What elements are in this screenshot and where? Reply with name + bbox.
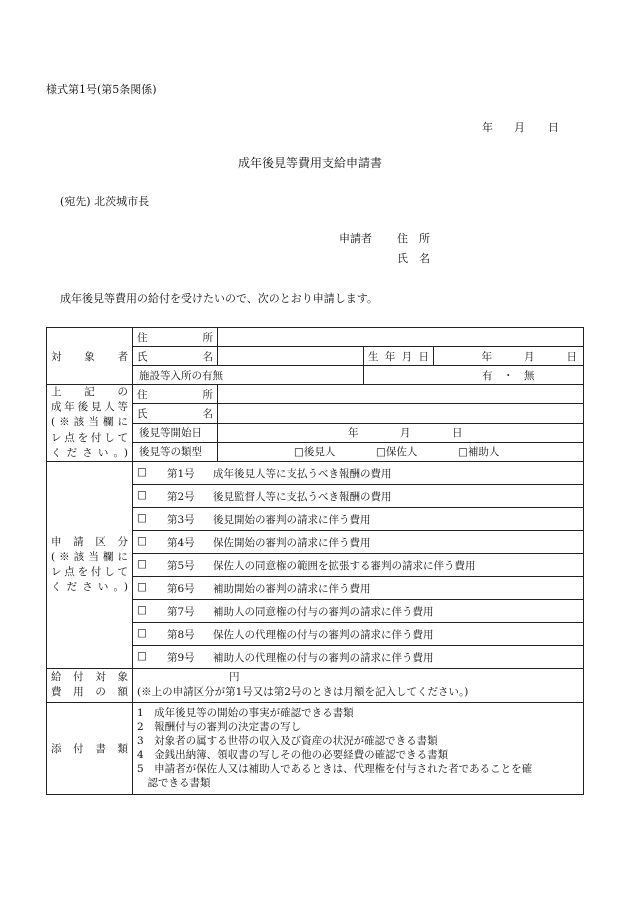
type-option-curator[interactable]: □保佐人 bbox=[376, 446, 418, 459]
addressee: (宛先) 北茨城市長 bbox=[60, 195, 150, 208]
category-number: 第4号 bbox=[167, 536, 195, 549]
facility-label: 施設等入所の有無 bbox=[133, 366, 364, 385]
category-label-line: (※該当欄に bbox=[51, 550, 128, 563]
amount-note: (※上の申請区分が第1号又は第2号のときは月額を記入してください。) bbox=[137, 686, 469, 699]
category-label-line: ください。) bbox=[51, 581, 128, 594]
dob-day-unit: 日 bbox=[566, 350, 577, 363]
category-row-3[interactable] bbox=[133, 508, 584, 531]
checkbox-icon[interactable]: □ bbox=[137, 511, 147, 524]
start-date-label: 後見等開始日 bbox=[133, 423, 218, 442]
subject-address-label: 住 所 bbox=[133, 328, 218, 347]
subject-dob-label: 生年月日 bbox=[364, 347, 434, 366]
category-row-9[interactable] bbox=[133, 646, 584, 669]
date-month-label: 月 bbox=[514, 121, 525, 134]
checkbox-icon[interactable]: □ bbox=[137, 557, 147, 570]
attachments-list bbox=[133, 702, 584, 794]
attachment-item: 3 対象者の属する世帯の収入及び資産の状況が確認できる書類 bbox=[137, 734, 438, 747]
checkbox-icon[interactable]: □ bbox=[137, 649, 147, 662]
category-row-5[interactable] bbox=[133, 554, 584, 577]
category-row-4[interactable] bbox=[133, 531, 584, 554]
guardian-address-field[interactable] bbox=[218, 385, 584, 404]
category-text: 保佐人の同意権の範囲を拡張する審判の請求に伴う費用 bbox=[213, 559, 476, 572]
guardian-name-label: 氏 名 bbox=[133, 404, 218, 423]
attachment-item: 5 申請者が保佐人又は補助人であるときは、代理権を付与された者であることを確 bbox=[137, 763, 533, 776]
subject-name-field[interactable] bbox=[218, 347, 364, 366]
category-text: 補助開始の審判の請求に伴う費用 bbox=[213, 582, 371, 595]
checkbox-icon[interactable]: □ bbox=[137, 580, 147, 593]
applicant-label: 申請者 bbox=[339, 232, 372, 245]
type-option-guardian[interactable]: □後見人 bbox=[294, 446, 336, 459]
start-year-unit: 年 bbox=[348, 427, 359, 440]
attachment-item: 2 報酬付与の審判の決定書の写し bbox=[137, 720, 302, 733]
amount-unit: 円 bbox=[229, 671, 240, 684]
checkbox-icon[interactable]: □ bbox=[137, 534, 147, 547]
amount-label bbox=[47, 669, 133, 702]
category-number: 第1号 bbox=[167, 467, 195, 480]
category-section-label bbox=[47, 462, 133, 669]
category-number: 第7号 bbox=[167, 605, 195, 618]
applicant-address-label: 住 所 bbox=[397, 232, 430, 245]
dob-month-unit: 月 bbox=[524, 350, 535, 363]
subject-section-label: 対 象 者 bbox=[47, 328, 133, 385]
document-title: 成年後見等費用支給申請書 bbox=[238, 156, 383, 170]
form-number: 様式第1号(第5条関係) bbox=[46, 83, 157, 96]
checkbox-icon[interactable]: □ bbox=[137, 465, 147, 478]
category-number: 第8号 bbox=[167, 628, 195, 641]
category-row-1[interactable] bbox=[133, 462, 584, 485]
start-day-unit: 日 bbox=[452, 427, 463, 440]
guardian-type-label: 後見等の類型 bbox=[133, 442, 218, 461]
date-day-label: 日 bbox=[548, 121, 559, 134]
category-label-line: 申請区分 bbox=[51, 535, 128, 548]
guardian-type-field bbox=[218, 442, 584, 461]
guardian-label-line: 成年後見人等 bbox=[51, 401, 128, 414]
category-text: 後見開始の審判の請求に伴う費用 bbox=[213, 513, 371, 526]
category-text: 補助人の同意権の付与の審判の請求に伴う費用 bbox=[213, 605, 434, 618]
attachment-item: 認できる書類 bbox=[137, 777, 211, 790]
amount-label-line: 費用の額 bbox=[51, 686, 128, 699]
category-number: 第3号 bbox=[167, 513, 195, 526]
category-text: 保佐開始の審判の請求に伴う費用 bbox=[213, 536, 371, 549]
checkbox-icon[interactable]: □ bbox=[137, 488, 147, 501]
category-row-2[interactable] bbox=[133, 485, 584, 508]
guardian-label-line: ください。) bbox=[51, 446, 128, 459]
date-year-label: 年 bbox=[482, 121, 493, 134]
category-number: 第2号 bbox=[167, 490, 195, 503]
start-date-field[interactable] bbox=[218, 423, 584, 442]
category-label-line: レ点を付して bbox=[51, 566, 128, 579]
guardian-name-field[interactable] bbox=[218, 404, 584, 423]
guardian-address-label: 住 所 bbox=[133, 385, 218, 404]
category-row-8[interactable] bbox=[133, 623, 584, 646]
applicant-name-label: 氏 名 bbox=[397, 252, 430, 265]
amount-field[interactable] bbox=[133, 669, 584, 702]
checkbox-icon[interactable]: □ bbox=[137, 626, 147, 639]
subject-dob-field[interactable] bbox=[434, 347, 584, 366]
start-month-unit: 月 bbox=[400, 427, 411, 440]
intro-text: 成年後見等費用の給付を受けたいので、次のとおり申請します。 bbox=[60, 292, 378, 305]
guardian-label-line: レ点を付して bbox=[51, 431, 128, 444]
category-text: 保佐人の代理権の付与の審判の請求に伴う費用 bbox=[213, 628, 434, 641]
type-option-assistant[interactable]: □補助人 bbox=[458, 446, 500, 459]
attachment-item: 4 金銭出納簿、領収書の写しその他の必要経費の確認できる書類 bbox=[137, 749, 449, 762]
category-text: 後見監督人等に支払うべき報酬の費用 bbox=[213, 490, 392, 503]
facility-options[interactable]: 有 ・ 無 bbox=[364, 366, 584, 385]
attachment-item: 1 成年後見等の開始の事実が確認できる書類 bbox=[137, 706, 354, 719]
guardian-label-line: (※該当欄に bbox=[51, 416, 128, 429]
amount-label-line: 給付対象 bbox=[51, 671, 128, 684]
category-number: 第6号 bbox=[167, 582, 195, 595]
category-number: 第9号 bbox=[167, 651, 195, 664]
category-row-6[interactable] bbox=[133, 577, 584, 600]
subject-address-field[interactable] bbox=[218, 328, 584, 347]
guardian-section-label bbox=[47, 385, 133, 462]
category-number: 第5号 bbox=[167, 559, 195, 572]
category-row-7[interactable] bbox=[133, 600, 584, 623]
attachments-label: 添付書類 bbox=[47, 702, 133, 794]
checkbox-icon[interactable]: □ bbox=[137, 603, 147, 616]
dob-year-unit: 年 bbox=[481, 350, 492, 363]
guardian-label-line: 上 記 の bbox=[51, 386, 128, 398]
application-form-table bbox=[46, 327, 584, 795]
category-text: 成年後見人等に支払うべき報酬の費用 bbox=[213, 467, 392, 480]
subject-name-label: 氏 名 bbox=[133, 347, 218, 366]
category-text: 補助人の代理権の付与の審判の請求に伴う費用 bbox=[213, 651, 434, 664]
